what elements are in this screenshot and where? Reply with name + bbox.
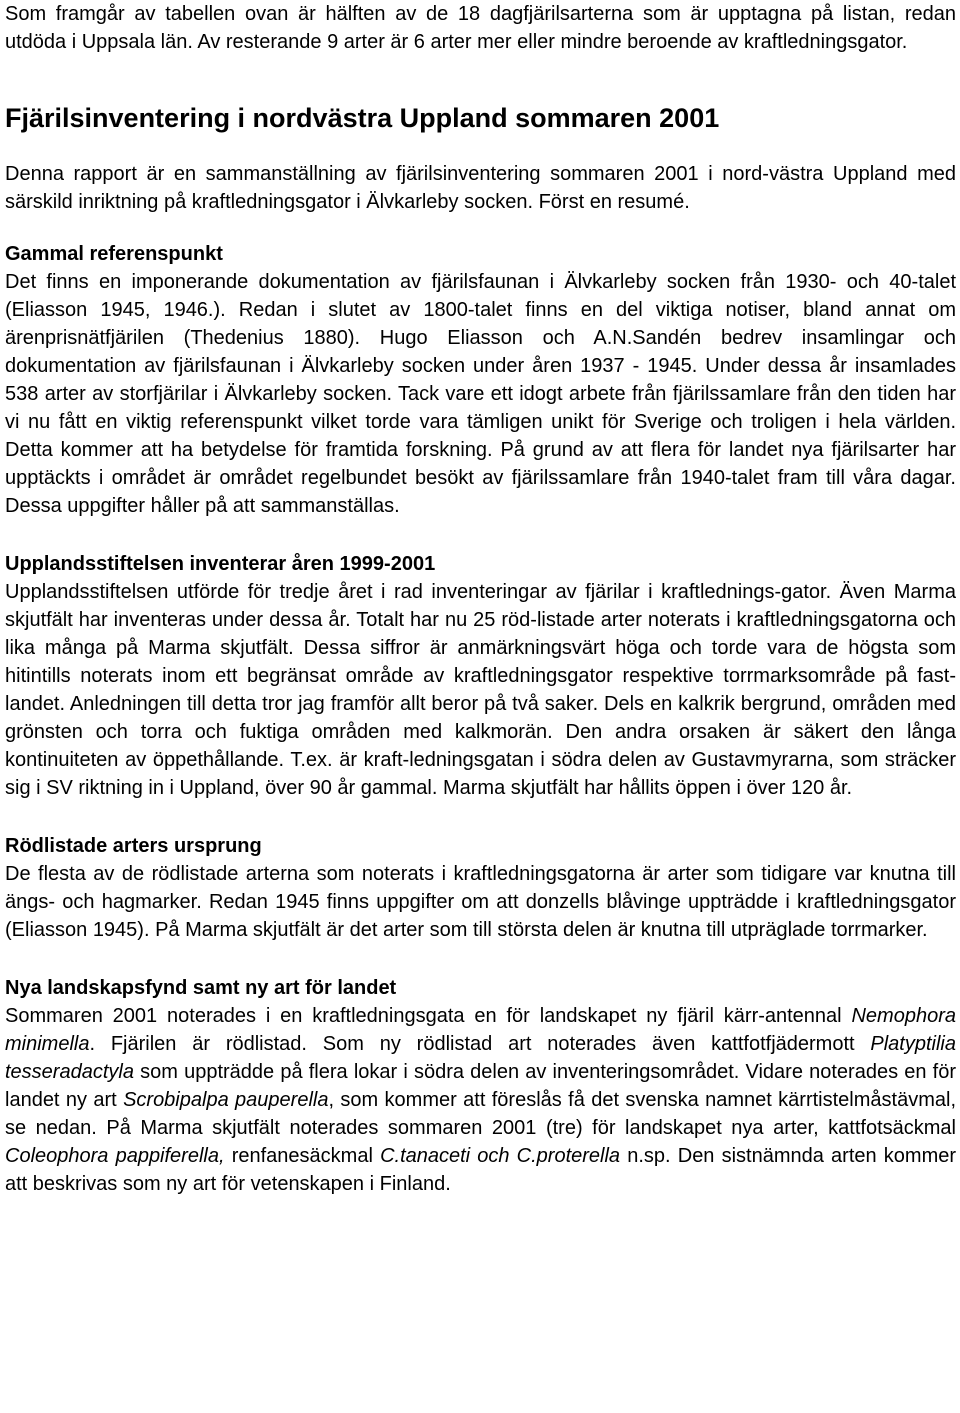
body-text: Sommaren 2001 noterades i en kraftledningsgata en för landskapet ny fjäril kärr-antennal: [5, 1005, 852, 1027]
species-name: Coleophora pappiferella,: [5, 1145, 225, 1167]
section-heading: Upplandsstiftelsen inventerar åren 1999-2001: [5, 553, 436, 575]
body-text: n.sp. Den sistnämnda arten kommer att beskrivas som ny art för vetenskapen i Finland.: [5, 1145, 957, 1195]
section-body: Upplandsstiftelsen utförde för tredje året i rad inventeringar av fjärilar i kraftlednings-gator. Även Marma skjutfält har inventeras under dessa år. Totalt har nu 25 röd-listade arter noterats i kraftledningsgatorna och lika många på Marma skjutfält. Dessa siffror är anmärkningsvärt höga och torde vara de högsta som hitintills noterats inom ett begränsat område av kraftledningsgator respektive torrmarksområde på fast-landet. Anledningen till detta tror jag framför allt beror på två saker. Dels en kalkrik bergrund, områden med grönsten och torra och fuktiga områden med kalkmorän. Den andra orsaken är säkert den långa kontinuiteten av öppethållande. T.ex. är kraft-ledningsgatan i södra delen av Gustavmyrarna, som sträcker sig i SV riktning in i Uppland, över 90 år gammal. Marma skjutfält har hållits öppen i över 120 år.: [5, 581, 956, 799]
section-body: De flesta av de rödlistade arterna som noterats i kraftledningsgatorna är arter som tidigare var knutna till ängs- och hagmarker. Redan 1945 finns uppgifter om att donzells blåvinge uppträdde i kraftledningsgator (Eliasson 1945). På Marma skjutfält är det arter som till största delen är knutna till utpräglade torrmarker.: [5, 863, 956, 941]
body-text: . Fjärilen är rödlistad. Som ny rödlistad art noterades även kattfotfjädermott: [89, 1033, 871, 1055]
section-upplandsstiftelsen: [5, 550, 956, 802]
body-text: renfanesäckmal: [224, 1145, 381, 1167]
species-name: Platyptilia tesseradactyla: [5, 1033, 956, 1083]
species-name: C.tanaceti och C.proterella: [380, 1145, 621, 1167]
report-title: Fjärilsinventering i nordvästra Uppland sommaren 2001: [5, 103, 720, 133]
section-body: Det finns en imponerande dokumentation av fjärilsfaunan i Älvkarleby socken från 1930- och 40-talet (Eliasson 1945, 1946.). Redan i slutet av 1800-talet finns en del viktiga notiser, bland annat om ärenprisnätfjärilen (Thedenius 1880). Hugo Eliasson och A.N.Sandén bedrev insamlingar och dokumentation av fjärilsfaunan i Älvkarleby socken under åren 1937 - 1945. Under dessa år insamlades 538 arter av storfjärilar i Älvkarleby socken. Tack vare ett idogt arbete från fjärilssamlare från den tiden har vi nu fått en viktig referenspunkt vilket torde vara tämligen unikt för Sverige och troligen i hela världen. Detta kommer att ha betydelse för framtida forskning. På grund av att flera för landet nya fjärilsarter har upptäckts i området är området regelbundet besökt av fjärilssamlare från 1940-talet fram till våra dagar. Dessa uppgifter håller på att sammanställas.: [5, 271, 956, 517]
body-text: , som kommer att föreslås få det svenska namnet kärrtistelmåstävmal, se nedan. På Marma skjutfält noterades sommaren 2001 (tre) för landskapet nya arter, kattfotsäckmal: [5, 1089, 956, 1139]
species-name: Scrobipalpa pauperella: [123, 1089, 329, 1111]
report-intro: Denna rapport är en sammanställning av fjärilsinventering sommaren 2001 i nord-västra Uppland med särskild inriktning på kraftledningsgator i Älvkarleby socken. Först en resumé.: [5, 163, 956, 213]
section-heading: Gammal referenspunkt: [5, 243, 223, 265]
intro-paragraph: Som framgår av tabellen ovan är hälften av de 18 dagfjärilsarterna som är upptagna på listan, redan utdöda i Uppsala län. Av resterande 9 arter är 6 arter mer eller mindre beroende av kraftledningsgator.: [5, 3, 956, 53]
body-text: som uppträdde på flera lokar i södra delen av inventeringsområdet. Vidare noterades en för landet ny art: [5, 1061, 956, 1111]
section-reference: [5, 240, 956, 520]
section-heading: Nya landskapsfynd samt ny art för landet: [5, 977, 397, 999]
section-heading: Rödlistade arters ursprung: [5, 835, 262, 857]
section-new-finds: [5, 974, 956, 1198]
section-body: [5, 1002, 956, 1198]
species-name: Nemophora minimella: [5, 1005, 956, 1055]
section-redlisted-origin: [5, 832, 956, 944]
